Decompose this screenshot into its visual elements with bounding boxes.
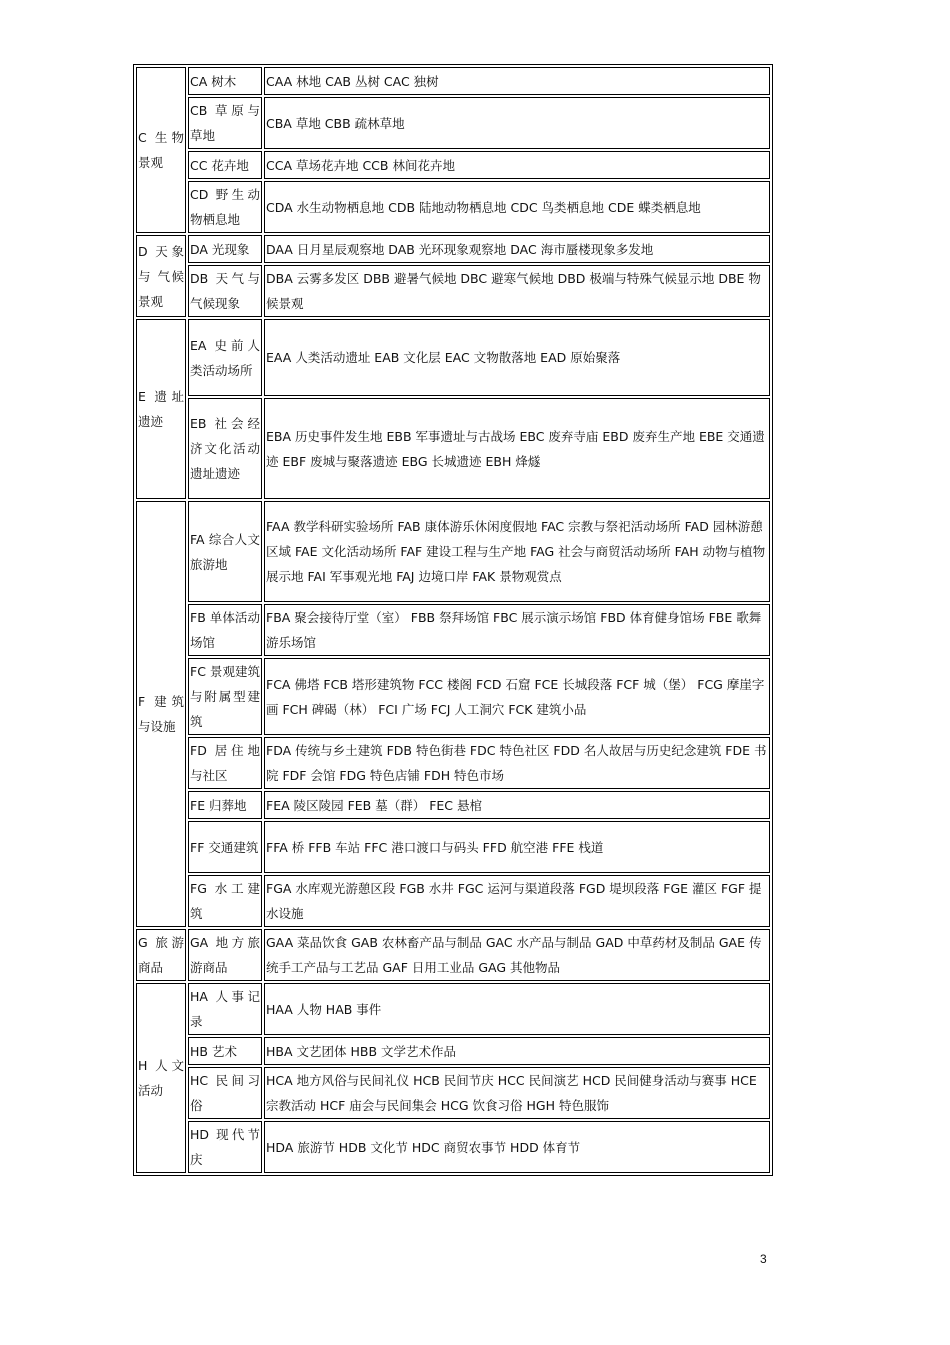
major-category-cell: G 旅游商品 [136,929,186,981]
tourism-resource-classification-table [133,64,773,1176]
basic-types-cell: EBA 历史事件发生地 EBB 军事遗址与古战场 EBC 废弃寺庙 EBD 废弃生产地 EBE 交通遗迹 EBF 废城与聚落遗迹 EBG 长城遗迹 EBH 烽燧 [264,398,770,499]
basic-types-cell: FCA 佛塔 FCB 塔形建筑物 FCC 楼阁 FCD 石窟 FCE 长城段落 FCF 城（堡） FCG 摩崖字画 FCH 碑碣（林） FCI 广场 FCJ 人工洞穴 FCK 建筑小品 [264,658,770,735]
subcategory-cell: DB 天气与气候现象 [188,265,262,317]
subcategory-cell: CC 花卉地 [188,151,262,179]
subcategory-cell: FD 居住地与社区 [188,737,262,789]
basic-types-cell: CCA 草场花卉地 CCB 林间花卉地 [264,151,770,179]
major-category-cell: F 建筑与设施 [136,501,186,927]
table-row [136,265,770,317]
basic-types-cell: HCA 地方风俗与民间礼仪 HCB 民间节庆 HCC 民间演艺 HCD 民间健身活动与赛事 HCE 宗教活动 HCF 庙会与民间集会 HCG 饮食习俗 HGH 特色服饰 [264,1067,770,1119]
table-row [136,821,770,873]
subcategory-cell: EA 史前人类活动场所 [188,319,262,396]
table-row [136,1037,770,1065]
table-row [136,97,770,149]
subcategory-cell: FG 水工建筑 [188,875,262,927]
subcategory-cell: CB 草原与草地 [188,97,262,149]
table-row [136,1121,770,1173]
table-row [136,1067,770,1119]
table-row [136,983,770,1035]
subcategory-cell: FF 交通建筑 [188,821,262,873]
table-row [136,658,770,735]
table-row [136,604,770,656]
subcategory-cell: DA 光现象 [188,235,262,263]
table-row [136,791,770,819]
table-row [136,235,770,263]
subcategory-cell: EB 社会经济文化活动遗址遗迹 [188,398,262,499]
subcategory-cell: HB 艺术 [188,1037,262,1065]
table-row [136,398,770,499]
subcategory-cell: CD 野生动物栖息地 [188,181,262,233]
subcategory-cell: HD 现代节庆 [188,1121,262,1173]
basic-types-cell: CDA 水生动物栖息地 CDB 陆地动物栖息地 CDC 鸟类栖息地 CDE 蝶类栖息地 [264,181,770,233]
major-category-cell: D 天象与 气候景观 [136,235,186,317]
basic-types-cell: EAA 人类活动遗址 EAB 文化层 EAC 文物散落地 EAD 原始聚落 [264,319,770,396]
subcategory-cell: HC 民间习俗 [188,1067,262,1119]
table-row [136,737,770,789]
basic-types-cell: HDA 旅游节 HDB 文化节 HDC 商贸农事节 HDD 体育节 [264,1121,770,1173]
subcategory-cell: FA 综合人文旅游地 [188,501,262,602]
major-category-cell: H 人文活动 [136,983,186,1173]
subcategory-cell: FB 单体活动场馆 [188,604,262,656]
subcategory-cell: FE 归葬地 [188,791,262,819]
table-row [136,181,770,233]
subcategory-cell: HA 人事记录 [188,983,262,1035]
basic-types-cell: FDA 传统与乡土建筑 FDB 特色街巷 FDC 特色社区 FDD 名人故居与历史纪念建筑 FDE 书院 FDF 会馆 FDG 特色店铺 FDH 特色市场 [264,737,770,789]
table-row [136,67,770,95]
basic-types-cell: DAA 日月星辰观察地 DAB 光环现象观察地 DAC 海市蜃楼现象多发地 [264,235,770,263]
basic-types-cell: HAA 人物 HAB 事件 [264,983,770,1035]
table-row [136,929,770,981]
basic-types-cell: FGA 水库观光游憩区段 FGB 水井 FGC 运河与渠道段落 FGD 堤坝段落 FGE 灌区 FGF 提水设施 [264,875,770,927]
basic-types-cell: CBA 草地 CBB 疏林草地 [264,97,770,149]
page-number: 3 [760,1252,767,1266]
basic-types-cell: DBA 云雾多发区 DBB 避暑气候地 DBC 避寒气候地 DBD 极端与特殊气候显示地 DBE 物候景观 [264,265,770,317]
table-row [136,319,770,396]
table-row [136,501,770,602]
basic-types-cell: FAA 教学科研实验场所 FAB 康体游乐休闲度假地 FAC 宗教与祭祀活动场所 FAD 园林游憩区域 FAE 文化活动场所 FAF 建设工程与生产地 FAG 社会与商贸活动场所 FAH 动物与植物展示地 FAI 军事观光地 FAJ 边境口岸 FAK 景物观赏点 [264,501,770,602]
basic-types-cell: HBA 文艺团体 HBB 文学艺术作品 [264,1037,770,1065]
basic-types-cell: FEA 陵区陵园 FEB 墓（群） FEC 悬棺 [264,791,770,819]
subcategory-cell: FC 景观建筑与附属型建筑 [188,658,262,735]
major-category-cell: E 遗址遗迹 [136,319,186,499]
basic-types-cell: FFA 桥 FFB 车站 FFC 港口渡口与码头 FFD 航空港 FFE 栈道 [264,821,770,873]
major-category-cell: C 生物景观 [136,67,186,233]
subcategory-cell: GA 地方旅游商品 [188,929,262,981]
basic-types-cell: FBA 聚会接待厅堂（室） FBB 祭拜场馆 FBC 展示演示场馆 FBD 体育健身馆场 FBE 歌舞游乐场馆 [264,604,770,656]
subcategory-cell: CA 树木 [188,67,262,95]
basic-types-cell: GAA 菜品饮食 GAB 农林畜产品与制品 GAC 水产品与制品 GAD 中草药材及制品 GAE 传统手工产品与工艺品 GAF 日用工业品 GAG 其他物品 [264,929,770,981]
table-row [136,875,770,927]
table-row [136,151,770,179]
basic-types-cell: CAA 林地 CAB 丛树 CAC 独树 [264,67,770,95]
